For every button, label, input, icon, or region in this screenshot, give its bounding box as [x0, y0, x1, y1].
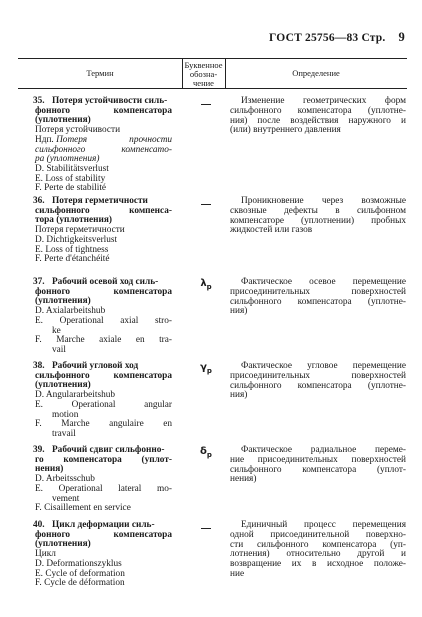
standard-code: ГОСТ 25756—83 [269, 32, 359, 44]
term-line: (уплотнения) [35, 115, 91, 126]
term-line: (уплотнения) [35, 539, 91, 550]
page-number: 9 [398, 30, 405, 44]
term-line: Ндп. Потеря прочности [35, 134, 173, 145]
term-line: Рабочий сдвиг сильфонно- [52, 445, 165, 455]
term-number: 39. [33, 445, 45, 455]
term-line: сильфонного компенса- [35, 205, 172, 216]
term-line: D. Axialarbeitshub [35, 306, 106, 317]
definition-text [230, 362, 406, 401]
term-line: vement [52, 493, 80, 504]
term-line: E. Operational axial stro- [35, 315, 172, 326]
definition-line: сильфонного компенсатора (уплотне- [230, 105, 406, 116]
term-line: E. Cycle of deformation [35, 568, 125, 579]
term-line: travail [52, 428, 76, 439]
definition-line: присоединительных поверхностей [230, 286, 406, 297]
definition-line: Фактическое радиальное переме- [241, 445, 406, 455]
term-line: Потеря устойчивости силь- [52, 96, 168, 106]
term-block [35, 197, 172, 265]
term-line: Рабочий осевой ход силь- [52, 277, 159, 287]
term-line: D. Deformationszyklus [35, 558, 122, 569]
term-line: E. Loss of tightness [35, 244, 109, 255]
term-line: Потеря герметичности [52, 196, 148, 206]
definition-line: ния) [230, 306, 248, 317]
definition-line: ния) после воздействия наружного и [230, 115, 406, 126]
page-header [269, 30, 405, 45]
definition-line: Единичный процесс перемещения [241, 520, 406, 530]
definition-line: нения) [230, 474, 257, 485]
term-line: го компенсатора (уплот- [35, 454, 172, 465]
definition-line: Изменение геометрических форм [241, 96, 406, 106]
term-line: ра (уплотнения) [35, 154, 100, 165]
column-header-symbol-line: обозна- [189, 69, 218, 79]
term-line: Цикл [35, 549, 56, 560]
symbol-dash [195, 197, 217, 208]
term-line: D. Stabilitätsverlust [35, 163, 109, 174]
term-line: ke [52, 325, 61, 336]
column-header-symbol-line: Буквенное [184, 60, 223, 70]
term-line: D. Dichtigkeitsverlust [35, 234, 118, 245]
term-line: E. Operational angular [35, 399, 172, 410]
definition-line: компенсаторе (уплотнении) пробных [230, 215, 406, 226]
term-line: Рабочий угловой ход [52, 361, 139, 371]
term-number: 35. [33, 96, 45, 106]
term-line: Потеря устойчивости [35, 125, 121, 136]
definition-line: сильфонного компенсатора (уплотне- [230, 296, 406, 307]
definition-line: присоединительных поверхностей [230, 370, 406, 381]
definition-line: жидкостей или газов [230, 225, 313, 236]
definition-text [230, 446, 406, 485]
symbol-dash [195, 521, 217, 532]
term-block [35, 97, 172, 194]
term-line: Потеря герметичности [35, 225, 125, 236]
column-header-term: Термин [86, 68, 114, 78]
term-line: фонного компенсатора [35, 529, 172, 540]
term-line: фонного компенсатора [35, 105, 172, 116]
definition-line: Фактическое угловое перемещение [241, 361, 406, 371]
term-line: (уплотнения) [35, 296, 91, 307]
definition-line: возвращение их в исходное положе- [230, 559, 406, 570]
definition-text [230, 521, 406, 580]
term-line: motion [52, 409, 79, 420]
term-line: фонного компенсатора [35, 286, 172, 297]
term-block [35, 521, 172, 589]
letter-symbol: $\lambda_p$ [200, 278, 212, 291]
term-number: 38. [33, 361, 45, 371]
term-line: D. Angulararbeitshub [35, 390, 116, 401]
term-line: E. Operational lateral mo- [35, 483, 172, 494]
term-line: сильфонного компенсатора [35, 370, 172, 381]
term-line: F. Perte d'étanchéité [35, 254, 110, 265]
term-line: тора (уплотнения) [35, 215, 112, 226]
term-line: F. Cycle de déformation [35, 578, 125, 589]
symbol-dash [195, 97, 217, 108]
definition-line: ние [230, 568, 245, 579]
definition-line: сквозные дефекты в сильфонном [230, 205, 406, 216]
table-header-rule [18, 88, 407, 89]
term-block [35, 446, 172, 514]
letter-symbol: $\delta_p$ [200, 446, 212, 459]
term-line: F. Perte de stabilité [35, 183, 107, 194]
table-top-rule [18, 58, 407, 59]
page-label: Стр. [361, 32, 386, 44]
column-header-symbol-line: чение [193, 78, 214, 88]
term-line: vail [52, 344, 66, 355]
term-line: Цикл деформации силь- [52, 520, 155, 530]
column-header-definition: Определение [292, 68, 340, 78]
term-block [35, 362, 172, 440]
term-line: F. Marche angulaire en [35, 419, 172, 430]
definition-line: сильфонного компенсатора (уплот- [230, 464, 406, 475]
definition-line: Фактическое осевое перемещение [241, 277, 406, 287]
term-number: 40. [33, 520, 45, 530]
column-header-symbol [182, 61, 225, 88]
letter-symbol: $\gamma_p$ [200, 362, 212, 375]
term-line: E. Loss of stability [35, 173, 106, 184]
definition-line: сти сильфонного компенсатора (уп- [230, 539, 406, 550]
term-line: F. Cisaillement en service [35, 503, 131, 514]
term-line: F. Marche axiale en tra- [35, 335, 172, 346]
definition-line: лотнения) относительно другой и [230, 549, 406, 560]
definition-line: одной присоединительной поверхно- [230, 529, 406, 540]
definition-text [230, 97, 406, 136]
definition-line: ния) [230, 390, 248, 401]
term-number: 37. [33, 277, 45, 287]
definition-text [230, 197, 406, 236]
term-line: (уплотнения) [35, 380, 91, 391]
definition-line: Проникновение через возможные [241, 196, 406, 206]
term-line: нения) [35, 464, 64, 475]
term-line: D. Arbeitsschub [35, 474, 95, 485]
definition-line: сильфонного компенсатора (уплотне- [230, 380, 406, 391]
term-line: сильфонного компенсато- [35, 144, 172, 155]
term-number: 36. [33, 196, 45, 206]
definition-line: ние присоединительных поверхностей [230, 454, 406, 465]
definition-line: (или) внутреннего давления [230, 125, 341, 136]
term-block [35, 278, 172, 356]
definition-text [230, 278, 406, 317]
